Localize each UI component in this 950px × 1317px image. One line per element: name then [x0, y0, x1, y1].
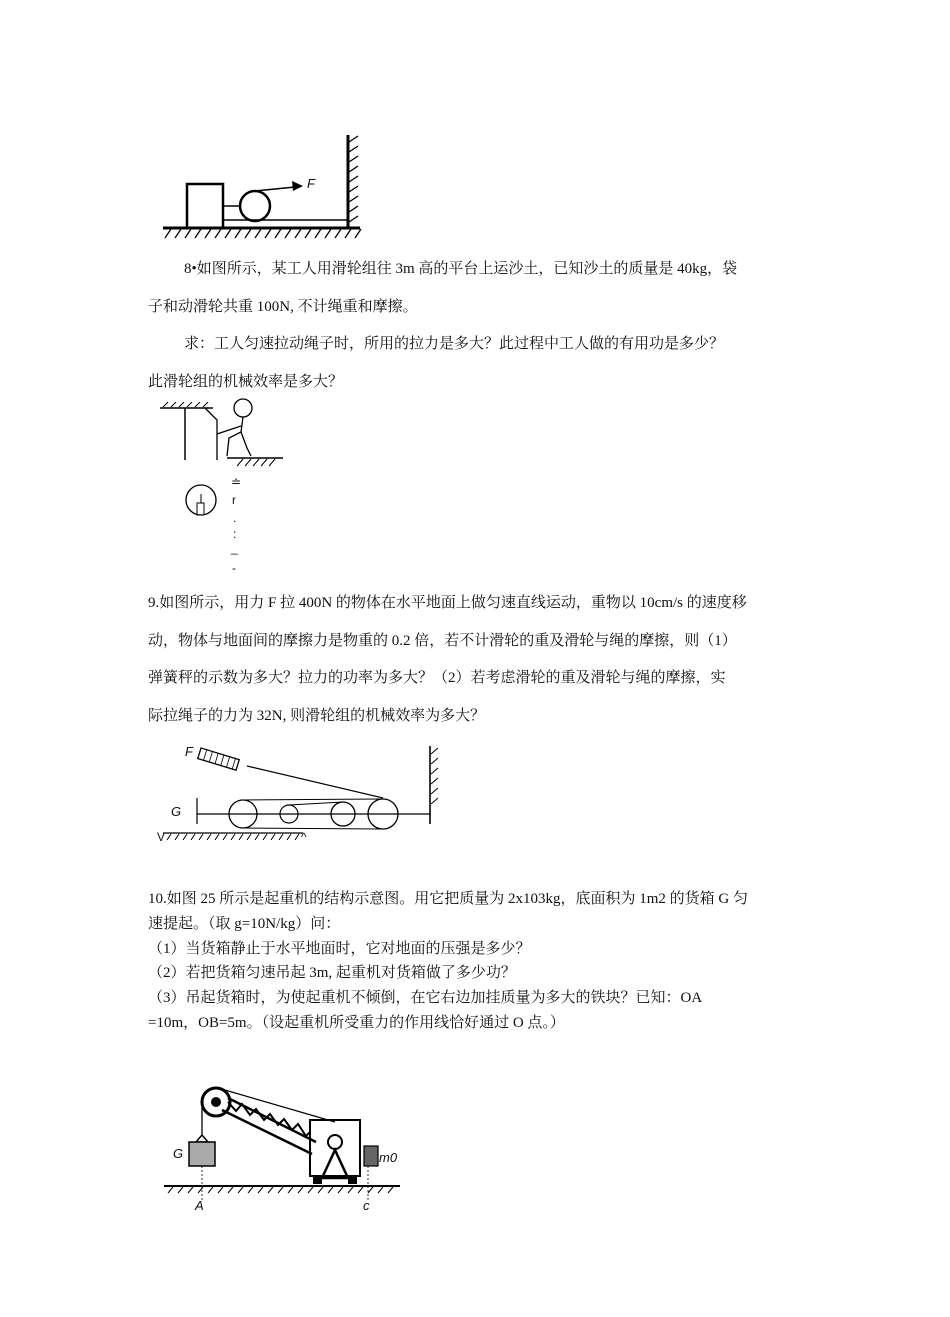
rope-top [247, 766, 383, 798]
q8-line-2: 子和动滑轮共重 100N, 不计绳重和摩擦。 [148, 299, 418, 315]
point-c-label: c [363, 1198, 370, 1213]
cab-pivot [328, 1135, 342, 1149]
ground-hatching [167, 834, 299, 840]
rope-mark-2: r [232, 493, 236, 507]
q10-sub-1: （1）当货箱静止于水平地面时，它对地面的压强是多少？ [148, 941, 531, 957]
rope-upper [255, 187, 295, 191]
ground-hatching [165, 229, 361, 238]
wall-hatching [431, 748, 438, 804]
rope-mark-1: ≐ [231, 475, 242, 489]
q9-line-1: 9.如图所示，用力 F 拉 400N 的物体在水平地面上做匀速直线运动，重物以 10cm/s 的速度移 [148, 595, 747, 611]
q9-line-2: 动，物体与地面间的摩擦力是物重的 0.2 倍，若不计滑轮的重及滑轮与绳的摩擦，则（1） [148, 633, 737, 649]
caret-mark: ^ [301, 830, 307, 844]
figure-spring-scale-pulleys [155, 740, 445, 845]
ceiling-hatching [163, 402, 208, 407]
foot-left [313, 1176, 322, 1184]
block [187, 184, 223, 228]
crane-boom [222, 1098, 316, 1154]
sand-bag [197, 503, 204, 515]
counterweight-label: m0 [379, 1150, 398, 1165]
platform-edge [205, 408, 217, 460]
ground-mark: V [157, 830, 166, 844]
q10-sub-2: （2）若把货箱匀速吊起 3m, 起重机对货箱做了多少功？ [148, 965, 516, 981]
point-a-label: A [195, 1198, 204, 1213]
q10-line-2: 速提起。（取 g=10N/kg）问： [148, 916, 341, 932]
weight-label: G [171, 804, 182, 819]
floor-hatching [237, 459, 275, 466]
worker-legs [241, 432, 251, 456]
force-arrow-head [292, 181, 303, 191]
q10-sub-4: =10m，OB=5m。（设起重机所受重力的作用线恰好通过 O 点。） [148, 1015, 565, 1031]
counterweight [364, 1146, 378, 1166]
figure-crane [160, 1080, 410, 1215]
foot-right [348, 1176, 357, 1184]
rope-mark-4: : [233, 527, 237, 541]
q9-line-4: 际拉绳子的力为 32N, 则滑轮组的机械效率为多大？ [148, 708, 486, 724]
force-label: F [185, 744, 193, 759]
worker-head [234, 399, 252, 417]
rope-c [243, 828, 383, 829]
cargo-box [189, 1142, 215, 1166]
q8-line-4: 此滑轮组的机械效率是多大？ [148, 374, 344, 390]
wall-hatching [349, 136, 358, 222]
worker-body [227, 417, 243, 456]
q9-line-3: 弹簧秤的示数为多大？拉力的功率为多大？（2）若考虑滑轮的重及滑轮与绳的摩擦，实 [148, 670, 726, 686]
rope-mark-5: _ [231, 541, 238, 555]
force-label: F [307, 176, 315, 191]
spring-scale [198, 748, 239, 770]
crane-base [322, 1150, 348, 1178]
pulley-hub [211, 1097, 221, 1107]
cargo-hook [196, 1135, 208, 1142]
rope-a [243, 799, 383, 800]
figure-block-pulley [155, 130, 375, 245]
rope-mark-6: - [232, 561, 236, 575]
q10-line-1: 10.如图 25 所示是起重机的结构示意图。用它把质量为 2x103kg，底面积为 1m2 的货箱 G 匀 [148, 891, 749, 907]
q10-sub-3: （3）吊起货箱时，为使起重机不倾倒，在它右边加挂质量为多大的铁块？已知：OA [148, 990, 703, 1006]
pulley [240, 191, 270, 221]
rope-mark-3: . [233, 511, 237, 525]
figure-worker-pulley [155, 398, 295, 578]
worker-arm [217, 426, 241, 434]
q8-line-3: 求：工人匀速拉动绳子时，所用的拉力是多大？此过程中工人做的有用功是多少？ [184, 336, 725, 352]
q8-line-1: 8•如图所示，某工人用滑轮组往 3m 高的平台上运沙土，已知沙土的质量是 40kg，袋 [184, 261, 738, 277]
weight-label: G [173, 1146, 184, 1161]
